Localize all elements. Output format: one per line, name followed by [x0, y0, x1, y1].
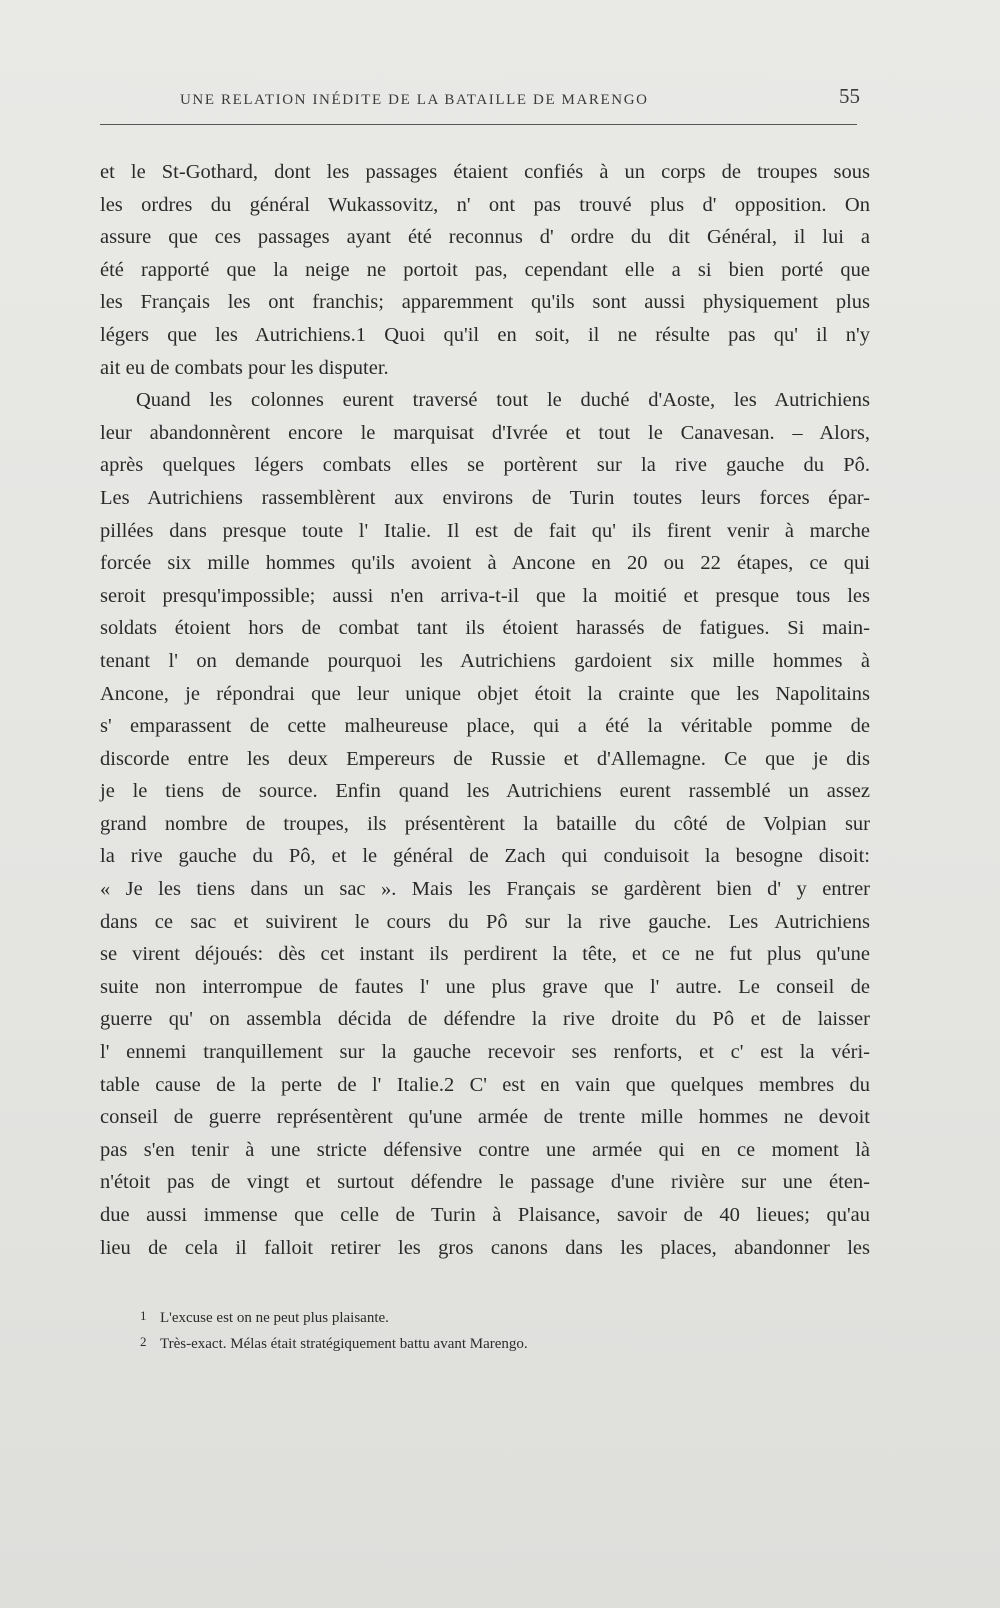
footnote — [140, 1304, 700, 1330]
text-line: je le tiens de source. Enfin quand les Autrichiens eurent rassemblé un assez — [100, 780, 870, 803]
text-line: soldats étoient hors de combat tant ils étoient harassés de fatigues. Si main- — [100, 617, 870, 640]
footnote-text: L'excuse est on ne peut plus plaisante. — [160, 1310, 389, 1326]
footnote-number: 2 — [140, 1334, 147, 1349]
text-line: tenant l' on demande pourquoi les Autrichiens gardoient six mille hommes à — [100, 649, 870, 672]
text-line: les ordres du général Wukassovitz, n' ont pas trouvé plus d' opposition. On — [100, 193, 870, 216]
text-line: discorde entre les deux Empereurs de Russie et d'Allemagne. Ce que je dis — [100, 747, 870, 770]
page-header — [100, 82, 860, 122]
text-line: ait eu de combats pour les disputer. — [100, 356, 389, 379]
text-line: due aussi immense que celle de Turin à Plaisance, savoir de 40 lieues; qu'au — [100, 1204, 870, 1226]
text-line: pas s'en tenir à une stricte défensive contre une armée qui en ce moment là — [100, 1138, 870, 1161]
text-line: « Je les tiens dans un sac ». Mais les Français se gardèrent bien d' y entrer — [100, 878, 870, 901]
text-line: les Français les ont franchis; apparemment qu'ils sont aussi physiquement plus — [100, 291, 870, 314]
text-line: s' emparassent de cette malheureuse place, qui a été la véritable pomme de — [100, 715, 870, 738]
text-line: Ancone, je répondrai que leur unique objet étoit la crainte que les Napolitains — [100, 682, 870, 705]
footnote-text: Très-exact. Mélas était stratégiquement battu avant Marengo. — [160, 1336, 528, 1352]
text-line: et le St-Gothard, dont les passages étaient confiés à un corps de troupes sous — [100, 161, 870, 183]
text-line: n'étoit pas de vingt et surtout défendre le passage d'une rivière sur une éten- — [100, 1171, 870, 1194]
running-title: UNE RELATION INÉDITE DE LA BATAILLE DE MARENGO — [180, 92, 649, 108]
text-line: seroit presqu'impossible; aussi n'en arriva-t-il que la moitié et presque tous les — [100, 584, 870, 607]
text-line: lieu de cela il falloit retirer les gros canons dans les places, abandonner les — [100, 1236, 870, 1259]
text-line: se virent déjoués: dès cet instant ils perdirent la tête, et ce ne fut plus qu'une — [100, 943, 870, 966]
text-line: grand nombre de troupes, ils présentèrent la bataille du côté de Volpian sur — [100, 812, 870, 835]
page-number: 55 — [839, 84, 860, 108]
text-line: dans ce sac et suivirent le cours du Pô sur la rive gauche. Les Autrichiens — [100, 910, 870, 933]
text-line: conseil de guerre représentèrent qu'une armée de trente mille hommes ne devoit — [100, 1106, 870, 1129]
text-line: leur abandonnèrent encore le marquisat d'Ivrée et tout le Canavesan. – Alors, — [100, 421, 870, 444]
body-text — [100, 156, 870, 1264]
text-line: la rive gauche du Pô, et le général de Zach qui conduisoit la besogne disoit: — [100, 845, 870, 868]
text-line: Quand les colonnes eurent traversé tout le duché d'Aoste, les Autrichiens — [136, 389, 870, 412]
text-line: Les Autrichiens rassemblèrent aux environs de Turin toutes leurs forces épar- — [100, 486, 870, 509]
header-rule — [100, 124, 857, 125]
text-line: assure que ces passages ayant été reconnus d' ordre du dit Général, il lui a — [100, 226, 870, 249]
text-line: l' ennemi tranquillement sur la gauche recevoir ses renforts, et c' est la véri- — [100, 1041, 870, 1064]
text-line: table cause de la perte de l' Italie.2 C' est en vain que quelques membres du — [100, 1073, 870, 1096]
footnotes — [140, 1304, 700, 1356]
text-line: forcée six mille hommes qu'ils avoient à Ancone en 20 ou 22 étapes, ce qui — [100, 552, 870, 575]
text-line: légers que les Autrichiens.1 Quoi qu'il en soit, il ne résulte pas qu' il n'y — [100, 323, 870, 346]
text-line: suite non interrompue de fautes l' une plus grave que l' autre. Le conseil de — [100, 975, 870, 998]
text-line: été rapporté que la neige ne portoit pas, cependant elle a si bien porté que — [100, 258, 870, 281]
text-line: guerre qu' on assembla décida de défendre la rive droite du Pô et de laisser — [100, 1008, 870, 1031]
text-line: pillées dans presque toute l' Italie. Il est de fait qu' ils firent venir à marche — [100, 519, 870, 542]
text-line: après quelques légers combats elles se portèrent sur la rive gauche du Pô. — [100, 454, 870, 477]
footnote-number: 1 — [140, 1308, 147, 1323]
footnote — [140, 1330, 700, 1356]
